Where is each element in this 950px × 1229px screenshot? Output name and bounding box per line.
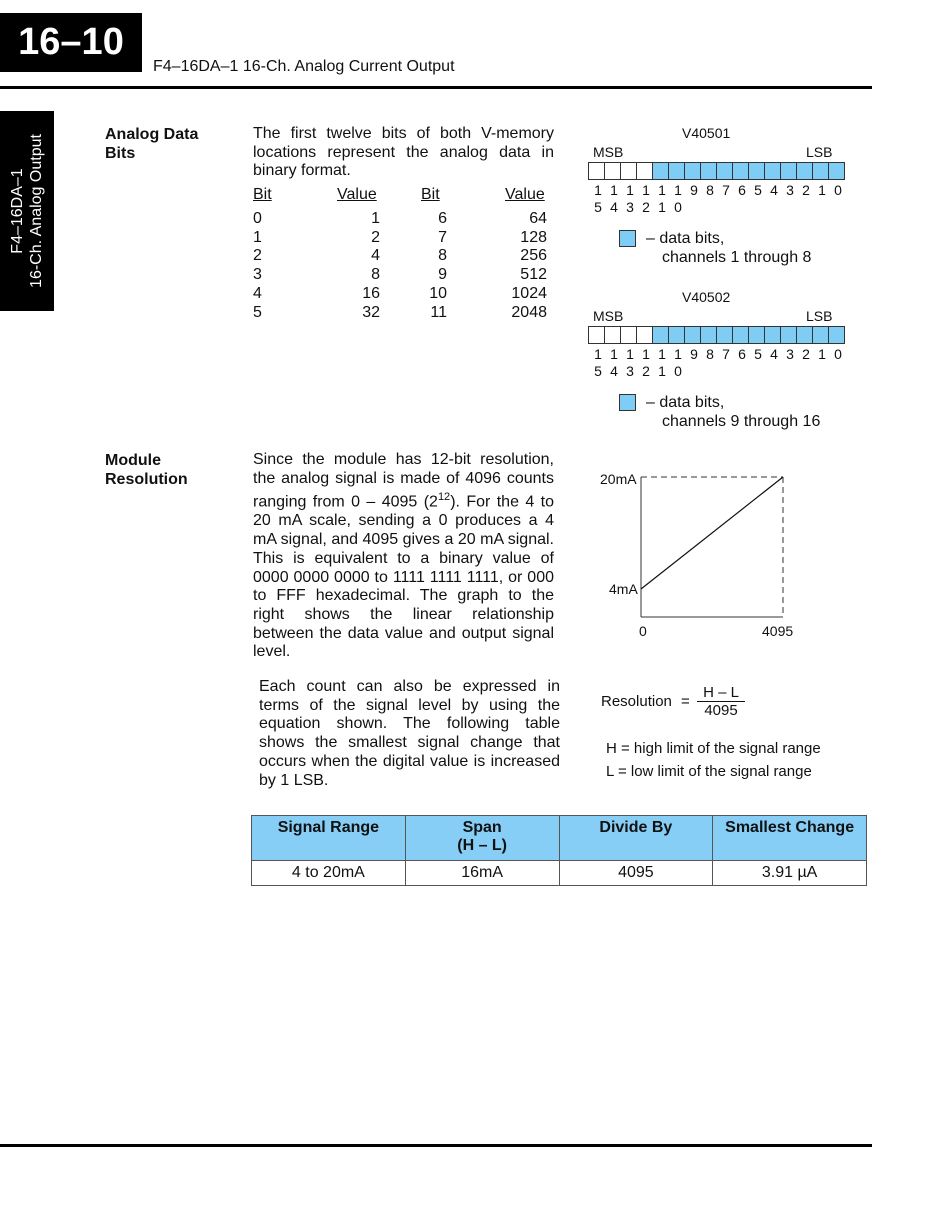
- data-bit-box: [652, 326, 669, 344]
- bit-number: 1: [658, 182, 666, 198]
- msb-label: MSB: [593, 308, 624, 324]
- data-bit-box: [780, 162, 797, 180]
- heading-line: Resolution: [105, 471, 188, 488]
- bit-table-header: Bit: [421, 186, 440, 203]
- footer-rule: [0, 1144, 872, 1147]
- bit-number: [782, 363, 798, 380]
- bit-number: 4: [770, 346, 778, 362]
- bit-number: [686, 363, 702, 380]
- data-bit-box: [700, 162, 717, 180]
- unused-bit-box: [604, 326, 621, 344]
- graph-plot: [596, 468, 806, 643]
- equation-definitions: [606, 737, 821, 783]
- data-bit-box: [684, 162, 701, 180]
- bit-value-table: [253, 186, 553, 326]
- data-bit-box: [732, 162, 749, 180]
- lsb-label: LSB: [806, 144, 833, 160]
- bit-number: 1: [658, 363, 666, 379]
- bit-number: 8: [706, 346, 714, 362]
- bit-number: [702, 363, 718, 380]
- data-bit-box: [812, 326, 829, 344]
- equation-equals: =: [681, 693, 690, 710]
- bit-table-cell: 1: [371, 210, 380, 227]
- paragraph-text: ). For the 4 to 20 mA scale, sending a 0 produces a 4 mA signal, and 4095 gives a 20 mA signal. This is equivalent to a binary value of 0000 0000 0000 to 1111 1111 1111, or 000 to FFF hexadecimal. The graph to the right shows the linear relationship between the data value and output signal level.: [253, 493, 554, 661]
- data-bit-box: [668, 162, 685, 180]
- table-header-row: [252, 816, 867, 861]
- table-header: Signal Range: [252, 816, 406, 861]
- header-line: (H – L): [457, 837, 508, 854]
- unused-bit-box: [620, 162, 637, 180]
- header-line: Span: [462, 819, 502, 836]
- data-bit-box: [700, 326, 717, 344]
- equation-lhs: Resolution: [601, 693, 672, 710]
- bit-number: 1: [610, 182, 618, 198]
- lsb-label: LSB: [806, 308, 833, 324]
- legend-line: channels 9 through 16: [662, 413, 821, 430]
- bit-number: 0: [674, 199, 682, 215]
- table-header: [405, 816, 559, 861]
- data-bit-box: [668, 326, 685, 344]
- bit-table-cell: 256: [520, 247, 547, 265]
- bit-table-header: Value: [505, 186, 545, 203]
- bit-number: 1: [818, 346, 826, 362]
- data-bit-box: [732, 326, 749, 344]
- table-cell: 16mA: [405, 861, 559, 886]
- resolution-equation: [601, 684, 841, 724]
- table-cell: 4095: [559, 861, 713, 886]
- register-address: V40502: [682, 289, 731, 305]
- bit-number: [798, 199, 814, 216]
- bit-table-cell: 2: [253, 247, 262, 265]
- bit-table-cell: 8: [438, 247, 447, 265]
- equation-denominator: 4095: [704, 702, 738, 719]
- bit-number: [766, 199, 782, 216]
- data-bit-box: [764, 326, 781, 344]
- y-label-top: 20mA: [600, 471, 637, 487]
- legend-line: channels 1 through 8: [662, 249, 812, 266]
- equation-fraction: [697, 684, 745, 720]
- table-row: [252, 861, 867, 886]
- bit-number: 2: [802, 182, 810, 198]
- data-bit-box: [796, 162, 813, 180]
- x-label-right: 4095: [762, 623, 794, 639]
- bit-table-cell: 2: [371, 228, 380, 246]
- table-cell: 3.91 µA: [713, 861, 867, 886]
- analog-data-intro: The first twelve bits of both V-memory locations represent the analog data in binary format.: [253, 125, 554, 180]
- bit-number: 7: [722, 346, 730, 362]
- data-bit-box: [716, 162, 733, 180]
- bit-table-cell: 11: [430, 303, 447, 321]
- unused-bit-box: [588, 326, 605, 344]
- data-bit-box: [748, 162, 765, 180]
- legend-line: – data bits,: [646, 394, 725, 411]
- bit-number: [830, 199, 846, 216]
- section-heading-module-resolution: [105, 451, 188, 489]
- bit-table-cell: 4: [253, 284, 262, 302]
- heading-line: Bits: [105, 145, 136, 162]
- bit-number: 0: [834, 182, 842, 198]
- bit-number: [718, 363, 734, 380]
- bit-table-cell: 128: [520, 228, 547, 246]
- bit-table-cell: 10: [429, 284, 447, 302]
- bit-number: 3: [786, 346, 794, 362]
- register-diagram-v40501: [588, 125, 848, 275]
- unused-bit-box: [604, 162, 621, 180]
- bit-number: 5: [594, 363, 602, 379]
- heading-line: Analog Data: [105, 126, 199, 143]
- bit-number: 3: [626, 199, 634, 215]
- heading-line: Module: [105, 452, 161, 469]
- register-address: V40501: [682, 125, 731, 141]
- bit-table-cell: 3: [253, 266, 262, 284]
- bit-number: 2: [642, 199, 650, 215]
- data-bits-legend: [646, 229, 811, 267]
- definition-h: H = high limit of the signal range: [606, 740, 821, 757]
- bit-number: [750, 199, 766, 216]
- bit-table-cell: 9: [438, 266, 447, 284]
- bit-number: 1: [610, 346, 618, 362]
- register-bits: [588, 326, 844, 344]
- bit-number: 4: [610, 363, 618, 379]
- resolution-table: [251, 815, 867, 886]
- bit-number: 7: [722, 182, 730, 198]
- bit-number: [734, 199, 750, 216]
- bit-table-cell: 4: [371, 247, 380, 265]
- msb-label: MSB: [593, 144, 624, 160]
- legend-line: – data bits,: [646, 230, 725, 247]
- bit-number: 1: [626, 346, 634, 362]
- data-bit-box: [796, 326, 813, 344]
- bit-number: [702, 199, 718, 216]
- page-number: 16–10: [0, 13, 142, 72]
- bit-number: [782, 199, 798, 216]
- bit-table-cell: 32: [362, 303, 380, 321]
- bit-number: 1: [658, 346, 666, 362]
- bit-number: 5: [754, 346, 762, 362]
- bit-number: 1: [818, 182, 826, 198]
- bit-number: 9: [690, 346, 698, 362]
- paragraph-text: Since the module has 12-bit resolution, the analog signal is made of 4096 counts ranging from 0 – 4095 (2: [253, 451, 554, 511]
- x-label-left: 0: [639, 623, 647, 639]
- bit-table-header: Bit: [253, 186, 272, 203]
- bit-number: 1: [642, 346, 650, 362]
- unused-bit-box: [620, 326, 637, 344]
- data-bit-box: [652, 162, 669, 180]
- unused-bit-box: [588, 162, 605, 180]
- header-rule: [0, 86, 872, 89]
- bit-number: 3: [786, 182, 794, 198]
- bit-number: [734, 363, 750, 380]
- register-diagram-v40502: [588, 289, 848, 439]
- bit-numbers-top: [590, 182, 846, 199]
- bit-table-cell: 8: [371, 266, 380, 284]
- side-tab-line1: F4–16DA–1: [9, 168, 26, 254]
- bit-number: 1: [594, 182, 602, 198]
- data-bits-legend-swatch: [619, 394, 636, 411]
- side-tab: [0, 111, 54, 311]
- bit-table-cell: 1024: [511, 284, 547, 302]
- bit-table-cell: 5: [253, 303, 262, 321]
- bit-number: 2: [642, 363, 650, 379]
- bit-number: 1: [642, 182, 650, 198]
- bit-number: [830, 363, 846, 380]
- data-bit-box: [764, 162, 781, 180]
- bit-number: 8: [706, 182, 714, 198]
- data-bit-box: [716, 326, 733, 344]
- bit-number: 1: [626, 182, 634, 198]
- bit-table-cell: 512: [520, 266, 547, 284]
- bit-number: [798, 363, 814, 380]
- module-resolution-paragraph: [253, 451, 554, 662]
- bit-number: 1: [674, 346, 682, 362]
- bit-table-cell: 7: [438, 228, 447, 246]
- register-bits: [588, 162, 844, 180]
- bit-table-cell: 2048: [511, 303, 547, 321]
- linear-output-graph: [596, 468, 806, 643]
- bit-number: [686, 199, 702, 216]
- bit-number: 4: [770, 182, 778, 198]
- page-header-title: F4–16DA–1 16-Ch. Analog Current Output: [153, 58, 455, 75]
- data-bits-legend-swatch: [619, 230, 636, 247]
- bit-number: 5: [594, 199, 602, 215]
- unused-bit-box: [636, 326, 653, 344]
- bit-numbers-bottom: [590, 363, 846, 380]
- bit-number: 1: [594, 346, 602, 362]
- data-bit-box: [812, 162, 829, 180]
- bit-number: 6: [738, 182, 746, 198]
- equation-numerator: H – L: [697, 684, 745, 702]
- bit-numbers-bottom: [590, 199, 846, 216]
- bit-table-cell: 6: [438, 210, 447, 227]
- bit-number: 0: [834, 346, 842, 362]
- side-tab-line2: 16-Ch. Analog Output: [28, 134, 45, 288]
- bit-number: 5: [754, 182, 762, 198]
- bit-number: 6: [738, 346, 746, 362]
- table-header: Divide By: [559, 816, 713, 861]
- bit-table-cell: 0: [253, 210, 262, 227]
- bit-number: [750, 363, 766, 380]
- unused-bit-box: [636, 162, 653, 180]
- bit-table-header: Value: [337, 186, 377, 203]
- bit-number: 0: [674, 363, 682, 379]
- bit-numbers-top: [590, 346, 846, 363]
- y-label-bottom: 4mA: [609, 581, 638, 597]
- bit-number: 3: [626, 363, 634, 379]
- bit-number: 2: [802, 346, 810, 362]
- bit-table-cell: 64: [529, 210, 547, 227]
- section-heading-analog-data-bits: [105, 125, 198, 163]
- count-expression-paragraph: Each count can also be expressed in terms of the signal level by using the equation shown. The following table shows the smallest signal change that occurs when the digital value is increased by 1 LSB.: [259, 678, 560, 789]
- bit-number: 4: [610, 199, 618, 215]
- bit-table-cell: 1: [253, 228, 262, 246]
- table-header: Smallest Change: [713, 816, 867, 861]
- superscript: 12: [437, 491, 451, 504]
- bit-number: [766, 363, 782, 380]
- bit-number: 9: [690, 182, 698, 198]
- bit-number: 1: [674, 182, 682, 198]
- bit-table-cell: 16: [362, 284, 380, 302]
- definition-l: L = low limit of the signal range: [606, 763, 812, 780]
- data-bit-box: [828, 162, 845, 180]
- bit-number: [814, 199, 830, 216]
- data-bit-box: [780, 326, 797, 344]
- data-bits-legend: [646, 393, 820, 431]
- data-bit-box: [748, 326, 765, 344]
- bit-number: [718, 199, 734, 216]
- data-bit-box: [828, 326, 845, 344]
- table-cell: 4 to 20mA: [252, 861, 406, 886]
- output-line: [641, 477, 783, 589]
- bit-number: [814, 363, 830, 380]
- data-bit-box: [684, 326, 701, 344]
- bit-number: 1: [658, 199, 666, 215]
